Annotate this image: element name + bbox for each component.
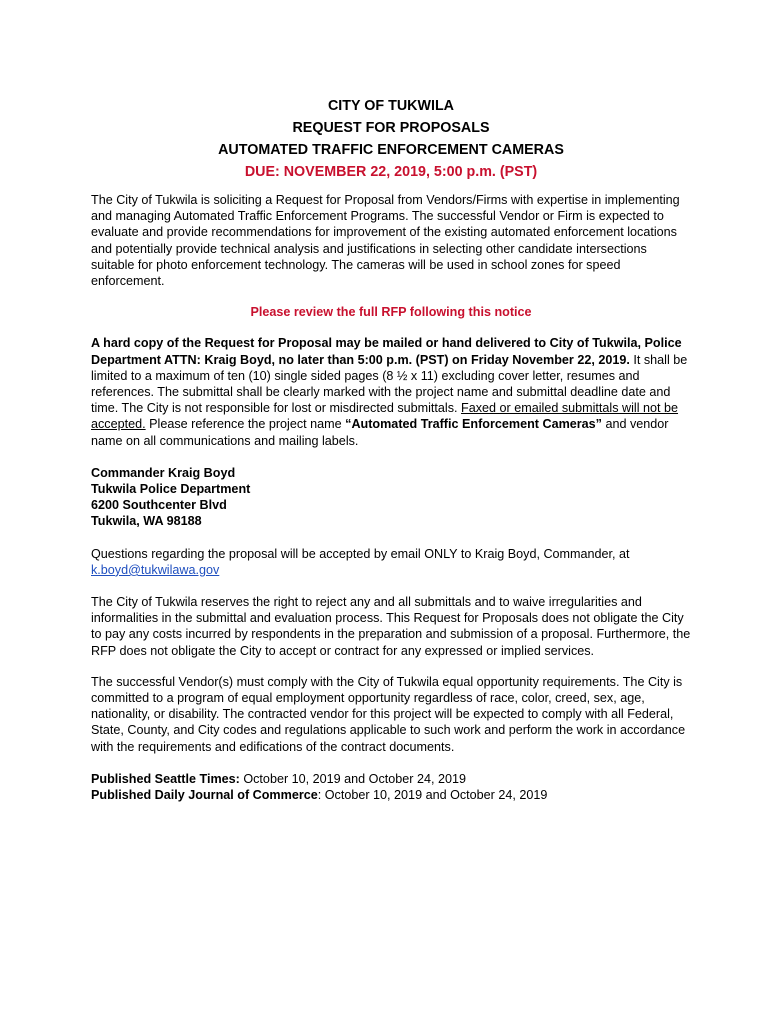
title-city: CITY OF TUKWILA [327, 98, 454, 114]
mailing-address [91, 465, 691, 530]
submission-text-3: and vendor name on all communications and mailing labels. [91, 417, 669, 448]
published-seattle-dates: October 10, 2019 and October 24, 2019 [239, 771, 466, 786]
published-seattle-row [91, 771, 691, 787]
address-city: Tukwila, WA 98188 [91, 514, 202, 529]
published-djc-row [91, 787, 691, 803]
rfp-notice-page [91, 95, 691, 803]
reserves-paragraph: The City of Tukwila reserves the right to reject any and all submittals and to waive irregularities and informalities in the submittal and evaluation process. This Request for Proposals does not obligate the City to pay any costs incurred by respondents in the preparation and submission of a proposal. Furthermore, the RFP does not obligate the City to accept or contract for any expressed or implied services. [91, 595, 691, 658]
published-block [91, 771, 691, 803]
submission-paragraph [91, 335, 691, 448]
address-name: Commander Kraig Boyd [91, 465, 236, 480]
address-department: Tukwila Police Department [91, 482, 251, 497]
review-notice: Please review the full RFP following this notice [250, 305, 532, 320]
questions-paragraph [91, 546, 691, 578]
submission-text-2: Please reference the project name [145, 417, 346, 432]
questions-text: Questions regarding the proposal will be accepted by email ONLY to Kraig Boyd, Commander, at [91, 546, 630, 561]
published-djc-label: Published Daily Journal of Commerce [91, 788, 318, 803]
submission-bold-lead: A hard copy of the Request for Proposal may be mailed or hand delivered to City of Tukwila, Police Department ATTN: Kraig Boyd, no later than 5:00 p.m. (PST) on Friday November 22, 2019. [91, 336, 682, 367]
title-block [79, 95, 703, 183]
title-rfp: REQUEST FOR PROPOSALS [292, 120, 490, 136]
vendor-paragraph: The successful Vendor(s) must comply with the City of Tukwila equal opportunity requirements. The City is committed to a program of equal employment opportunity regardless of race, color, creed, sex, age, nationality, or disability. The contracted vendor for this project will be expected to comply with all Federal, State, County, and City codes and regulations applicable to such work and perform the work in accordance with the requirements and edifications of the contract documents. [91, 674, 686, 754]
no-fax-email-notice: Faxed or emailed submittals will not be accepted. [91, 401, 679, 432]
published-seattle-label: Published Seattle Times: [91, 771, 240, 786]
submission-text-1: It shall be limited to a maximum of ten (10) single sided pages (8 ½ x 11) excluding cover letter, resumes and references. The submittal shall be clearly marked with the project name and submittal deadline date and time. The City is not responsible for lost or misdirected submittals. [91, 352, 688, 416]
contact-email-link[interactable]: k.boyd@tukwilawa.gov [91, 562, 220, 577]
intro-paragraph: The City of Tukwila is soliciting a Request for Proposal from Vendors/Firms with expertise in implementing and managing Automated Traffic Enforcement Programs. The successful Vendor or Firm is expected to evaluate and provide recommendations for improvement of the existing automated enforcement locations and potentially provide technical analysis and justifications in selecting other candidate intersections suitable for photo enforcement technology. The cameras will be used in school zones for speed enforcement. [91, 193, 680, 289]
address-street: 6200 Southcenter Blvd [91, 498, 227, 513]
title-project: AUTOMATED TRAFFIC ENFORCEMENT CAMERAS [218, 142, 564, 158]
project-name: “Automated Traffic Enforcement Cameras” [345, 417, 602, 432]
published-djc-dates: : October 10, 2019 and October 24, 2019 [317, 788, 548, 803]
due-date: DUE: NOVEMBER 22, 2019, 5:00 p.m. (PST) [244, 164, 538, 180]
